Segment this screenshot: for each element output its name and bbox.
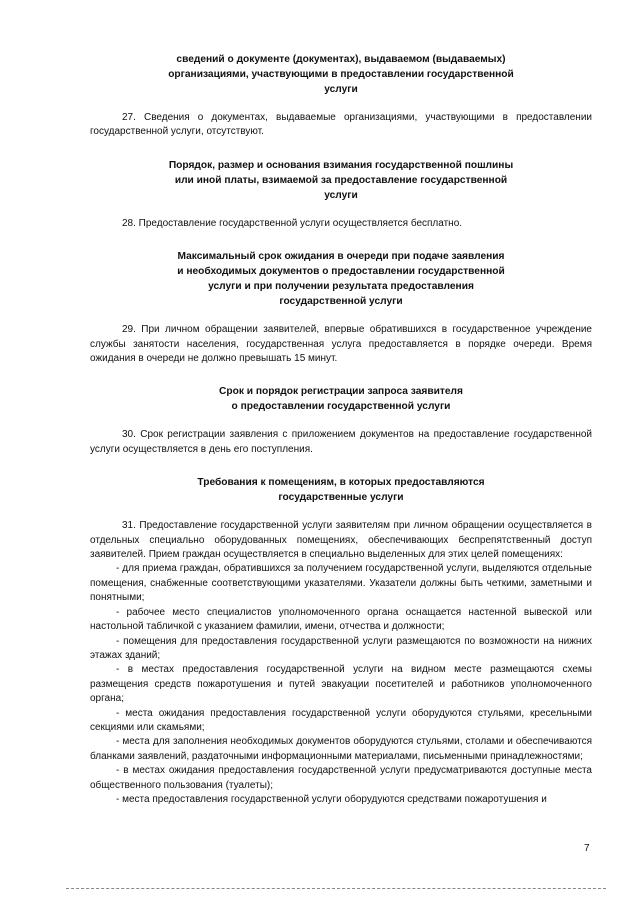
heading-line: Максимальный срок ожидания в очереди при подаче заявления: [177, 251, 505, 263]
page-number: 7: [584, 843, 590, 854]
heading-line: или иной платы, взимаемой за предоставление государственной: [174, 174, 508, 186]
list-item: - места предоставления государственной услуги оборудуются средствами пожаротушения и: [116, 793, 547, 805]
heading-line: Порядок, размер и основания взимания государственной пошлины: [168, 159, 514, 171]
heading-line: Срок и порядок регистрации запроса заявителя: [219, 386, 463, 398]
heading-line: услуги и при получении результата предоставления: [208, 281, 474, 293]
section-heading: [90, 249, 592, 309]
heading-line: сведений о документе (документах), выдаваемом (выдаваемых): [176, 54, 506, 65]
heading-line: услуги: [324, 189, 358, 201]
list-item: - для приема граждан, обратившихся за получением государственной услуги, выделяются отдельные помещения, снабженные соответствующими указателями. Указатели должны быть четкими, заметными и понятными;: [90, 563, 592, 604]
heading-line: государственной услуги: [279, 296, 403, 308]
list-item: - места ожидания предоставления государственной услуги оборудуются стульями, кресельными секциями или скамьями;: [90, 707, 592, 733]
heading-line: организациями, участвующими в предоставлении государственной: [168, 69, 514, 80]
paragraph-31: 31. Предоставление государственной услуги заявителям при личном обращении осуществляется в отдельных специально оборудованных помещениях, обеспечивающих беспрепятственный доступ заявителей. Прием граждан осуществляется в специально выделенных для этих целей помещениях:: [90, 520, 592, 561]
heading-line: о предоставлении государственной услуги: [231, 401, 451, 413]
list-item: - места для заполнения необходимых документов оборудуются стульями, столами и обеспечиваются бланками заявлений, раздаточными информационными материалами, письменными принадлежностями;: [90, 736, 592, 762]
paragraph-27: 27. Сведения о документах, выдаваемые организациями, участвующими в предоставлении государственной услуги, отсутствуют.: [90, 112, 592, 138]
paragraph-29: 29. При личном обращении заявителей, впервые обратившихся в государственное учреждение службы занятости населения, государственная услуга предоставляется в порядке очереди. Время ожидания в очереди не должно превышать 15 минут.: [90, 324, 592, 365]
list-item: - помещения для предоставления государственной услуги размещаются по возможности на нижних этажах зданий;: [90, 635, 592, 661]
section-heading: [90, 158, 592, 203]
heading-line: услуги: [324, 84, 358, 95]
heading-line: государственные услуги: [278, 492, 404, 504]
list-item: - в местах предоставления государственной услуги на видном месте размещаются схемы размещения средств пожаротушения и путей эвакуации посетителей и работников уполномоченного органа;: [90, 664, 592, 705]
heading-line: и необходимых документов о предоставлении государственной: [177, 266, 505, 278]
section-heading: [90, 384, 592, 414]
section-heading: [90, 475, 592, 505]
paragraph-28: 28. Предоставление государственной услуги осуществляется бесплатно.: [122, 217, 463, 229]
section-heading: [90, 52, 592, 97]
list-item: - в местах ожидания предоставления государственной услуги предусматриваются доступные места общественного пользования (туалеты);: [90, 765, 592, 791]
paragraph-30: 30. Срок регистрации заявления с приложением документов на предоставление государственной услуги осуществляется в день его поступления.: [90, 429, 592, 455]
scan-edge-line: [66, 888, 606, 890]
heading-line: Требования к помещениям, в которых предоставляются: [197, 477, 485, 489]
list-item: - рабочее место специалистов уполномоченного органа оснащается настенной вывеской или настольной табличкой с указанием фамилии, имени, отчества и должности;: [90, 606, 592, 633]
document-body: [90, 52, 592, 807]
